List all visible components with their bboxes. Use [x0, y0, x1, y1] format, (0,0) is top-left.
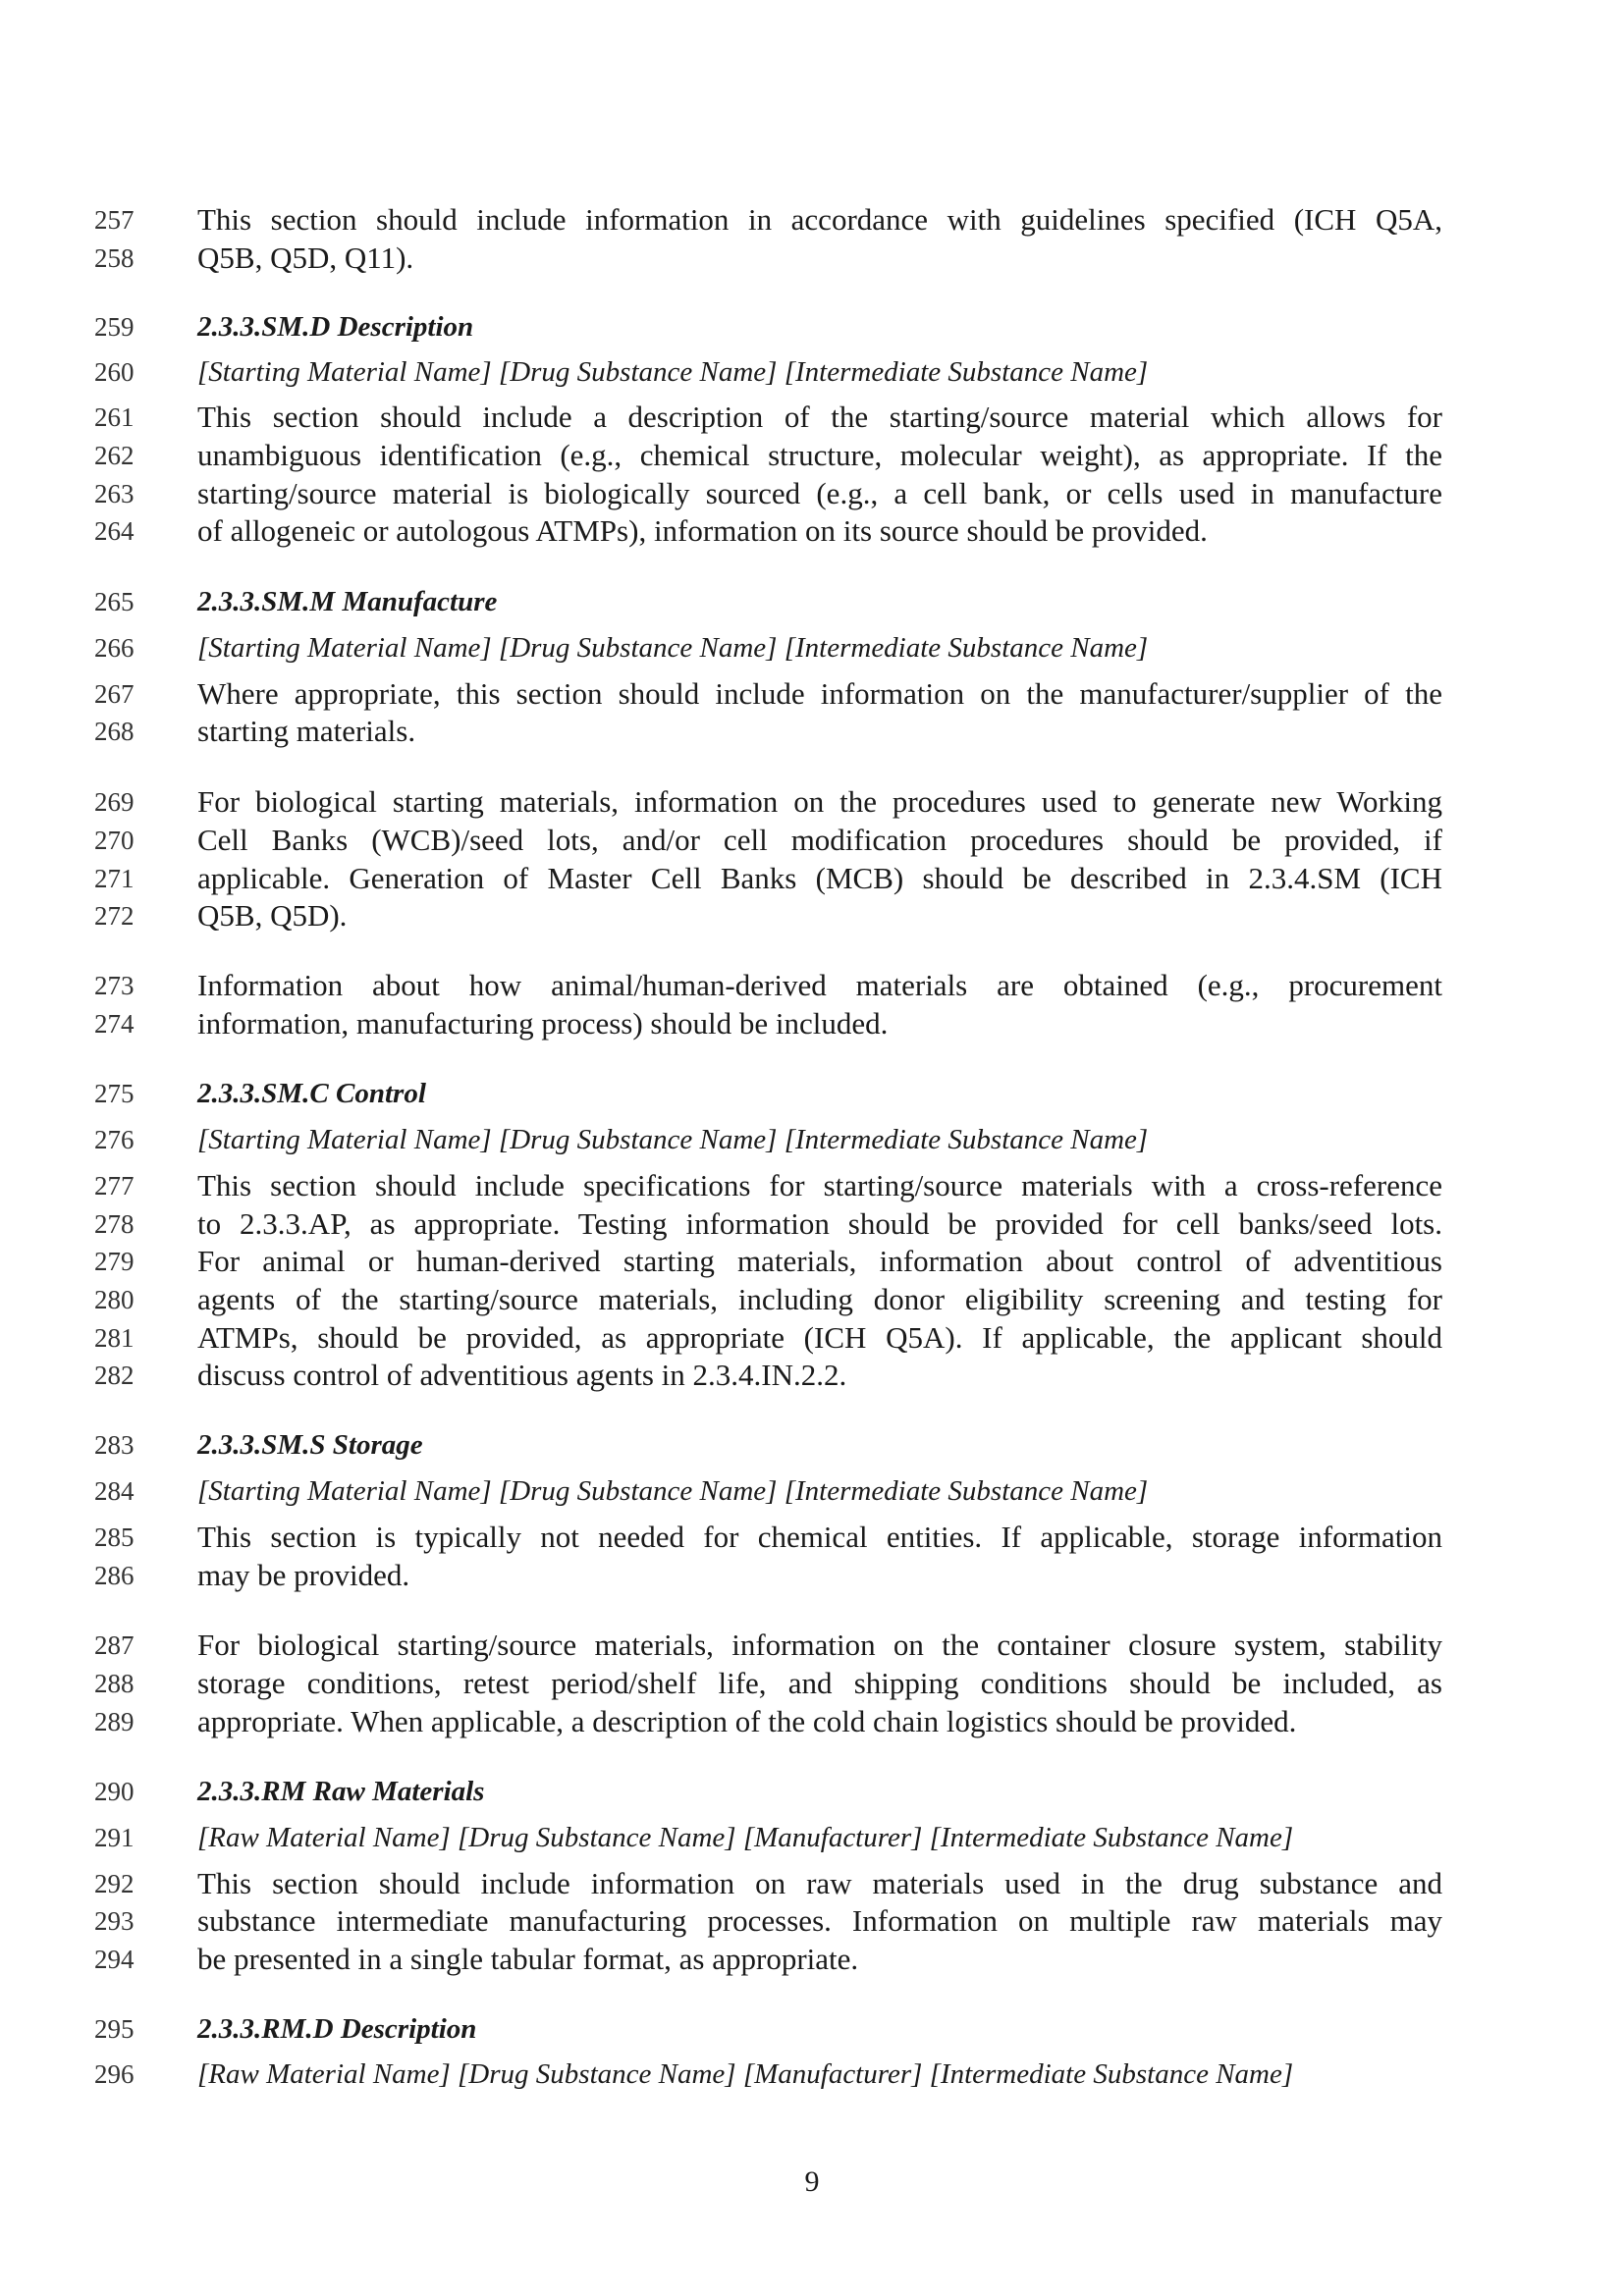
line-289 [0, 1702, 1624, 1741]
section-heading: 2.3.3.RM Raw Materials [197, 1776, 485, 1807]
line-number: 296 [94, 2059, 135, 2089]
line-266 [0, 628, 1624, 667]
line-281 [0, 1318, 1624, 1358]
body-text: starting/source material is biologically sourced (e.g., a cell bank, or cells used in manufacture [197, 476, 1442, 510]
line-number: 260 [94, 357, 135, 387]
line-282 [0, 1356, 1624, 1395]
line-number: 280 [94, 1285, 135, 1314]
line-293 [0, 1901, 1624, 1941]
line-number: 267 [94, 679, 135, 709]
placeholder-line: [Starting Material Name] [Drug Substance Name] [Intermediate Substance Name] [197, 632, 1149, 664]
line-number: 286 [94, 1561, 135, 1590]
line-257 [0, 200, 1624, 240]
body-text: This section is typically not needed for chemical entities. If applicable, storage information [197, 1520, 1442, 1554]
placeholder-line: [Raw Material Name] [Drug Substance Name] [Manufacturer] [Intermediate Substance Name] [197, 2058, 1294, 2090]
body-text: applicable. Generation of Master Cell Banks (MCB) should be described in 2.3.4.SM (ICH [197, 861, 1442, 895]
section-heading: 2.3.3.RM.D Description [197, 2013, 477, 2045]
body-text: ATMPs, should be provided, as appropriate (ICH Q5A). If applicable, the applicant should [197, 1320, 1442, 1355]
line-286 [0, 1556, 1624, 1595]
line-number: 274 [94, 1009, 135, 1039]
line-number: 289 [94, 1707, 135, 1736]
section-heading: 2.3.3.SM.C Control [197, 1078, 426, 1109]
body-text: This section should include information on raw materials used in the drug substance and [197, 1866, 1442, 1900]
body-text: For biological starting/source materials, information on the container closure system, stability [197, 1628, 1442, 1662]
body-text: may be provided. [197, 1558, 410, 1592]
body-text: Information about how animal/human-derived materials are obtained (e.g., procurement [197, 968, 1442, 1002]
body-text: of allogeneic or autologous ATMPs), information on its source should be provided. [197, 513, 1208, 548]
placeholder-line: [Starting Material Name] [Drug Substance Name] [Intermediate Substance Name] [197, 1124, 1149, 1155]
body-text: Where appropriate, this section should include information on the manufacturer/supplier of the [197, 676, 1442, 711]
line-280 [0, 1280, 1624, 1319]
line-number: 291 [94, 1823, 135, 1852]
line-number: 268 [94, 717, 135, 746]
body-text: to 2.3.3.AP, as appropriate. Testing information should be provided for cell banks/seed lots. [197, 1206, 1442, 1241]
line-number: 290 [94, 1777, 135, 1806]
line-number: 258 [94, 243, 135, 273]
line-279 [0, 1242, 1624, 1281]
line-number: 287 [94, 1630, 135, 1660]
line-267 [0, 674, 1624, 714]
section-heading: 2.3.3.SM.D Description [197, 311, 474, 343]
body-text: This section should include a description of the starting/source material which allows for [197, 400, 1442, 434]
section-heading: 2.3.3.SM.S Storage [197, 1429, 423, 1461]
body-text: For animal or human-derived starting materials, information about control of adventitious [197, 1244, 1442, 1278]
line-number: 261 [94, 402, 135, 432]
body-text: Q5B, Q5D, Q11). [197, 240, 414, 275]
line-number: 292 [94, 1869, 135, 1898]
body-text: This section should include information in accordance with guidelines specified (ICH Q5A, [197, 202, 1442, 237]
body-text: This section should include specifications for starting/source materials with a cross-reference [197, 1168, 1442, 1202]
line-number: 264 [94, 516, 135, 546]
body-text: appropriate. When applicable, a description of the cold chain logistics should be provided. [197, 1704, 1297, 1738]
line-263 [0, 474, 1624, 513]
line-number: 257 [94, 205, 135, 235]
line-271 [0, 859, 1624, 898]
line-number: 284 [94, 1476, 135, 1506]
line-number: 266 [94, 633, 135, 663]
line-283 [0, 1425, 1624, 1465]
body-text: For biological starting materials, information on the procedures used to generate new Working [197, 784, 1442, 819]
line-296 [0, 2055, 1624, 2094]
line-number: 278 [94, 1209, 135, 1239]
line-number: 269 [94, 787, 135, 817]
line-270 [0, 821, 1624, 860]
line-number: 293 [94, 1906, 135, 1936]
line-265 [0, 582, 1624, 621]
line-291 [0, 1818, 1624, 1857]
line-number: 259 [94, 312, 135, 342]
line-number: 270 [94, 826, 135, 855]
line-276 [0, 1120, 1624, 1159]
line-273 [0, 966, 1624, 1005]
body-text: Q5B, Q5D). [197, 898, 348, 933]
body-text: agents of the starting/source materials, including donor eligibility screening and testing for [197, 1282, 1442, 1316]
line-287 [0, 1626, 1624, 1665]
body-text: be presented in a single tabular format, as appropriate. [197, 1942, 859, 1976]
line-number: 295 [94, 2014, 135, 2044]
line-268 [0, 712, 1624, 751]
line-number: 283 [94, 1430, 135, 1460]
line-number: 277 [94, 1171, 135, 1201]
line-278 [0, 1204, 1624, 1244]
body-text: substance intermediate manufacturing processes. Information on multiple raw materials may [197, 1903, 1442, 1938]
line-294 [0, 1940, 1624, 1979]
line-260 [0, 352, 1624, 392]
line-275 [0, 1074, 1624, 1113]
body-text: starting materials. [197, 714, 416, 748]
line-number: 288 [94, 1669, 135, 1698]
line-261 [0, 398, 1624, 437]
placeholder-line: [Starting Material Name] [Drug Substance Name] [Intermediate Substance Name] [197, 356, 1149, 388]
line-number: 272 [94, 901, 135, 931]
line-288 [0, 1664, 1624, 1703]
line-284 [0, 1471, 1624, 1511]
line-274 [0, 1004, 1624, 1043]
placeholder-line: [Starting Material Name] [Drug Substance Name] [Intermediate Substance Name] [197, 1475, 1149, 1507]
body-text: information, manufacturing process) should be included. [197, 1006, 889, 1041]
line-number: 281 [94, 1323, 135, 1353]
line-number: 294 [94, 1945, 135, 1974]
body-text: storage conditions, retest period/shelf life, and shipping conditions should be included, as [197, 1666, 1442, 1700]
line-259 [0, 307, 1624, 347]
line-number: 263 [94, 479, 135, 508]
line-269 [0, 782, 1624, 822]
line-number: 265 [94, 587, 135, 616]
line-272 [0, 896, 1624, 935]
line-number: 276 [94, 1125, 135, 1154]
line-285 [0, 1518, 1624, 1557]
body-text: unambiguous identification (e.g., chemical structure, molecular weight), as appropriate. If the [197, 438, 1442, 472]
line-number: 285 [94, 1522, 135, 1552]
line-264 [0, 511, 1624, 551]
line-277 [0, 1166, 1624, 1205]
line-number: 262 [94, 441, 135, 470]
page-number: 9 [804, 2165, 820, 2198]
line-number: 282 [94, 1361, 135, 1390]
line-number: 275 [94, 1079, 135, 1108]
line-number: 273 [94, 971, 135, 1000]
line-295 [0, 2009, 1624, 2049]
section-heading: 2.3.3.SM.M Manufacture [197, 586, 498, 617]
line-292 [0, 1864, 1624, 1903]
body-text: discuss control of adventitious agents in 2.3.4.IN.2.2. [197, 1358, 847, 1392]
line-number: 279 [94, 1247, 135, 1276]
line-262 [0, 436, 1624, 475]
body-text: Cell Banks (WCB)/seed lots, and/or cell modification procedures should be provided, if [197, 823, 1442, 857]
line-290 [0, 1772, 1624, 1811]
placeholder-line: [Raw Material Name] [Drug Substance Name] [Manufacturer] [Intermediate Substance Name] [197, 1822, 1294, 1853]
line-number: 271 [94, 864, 135, 893]
line-258 [0, 239, 1624, 278]
